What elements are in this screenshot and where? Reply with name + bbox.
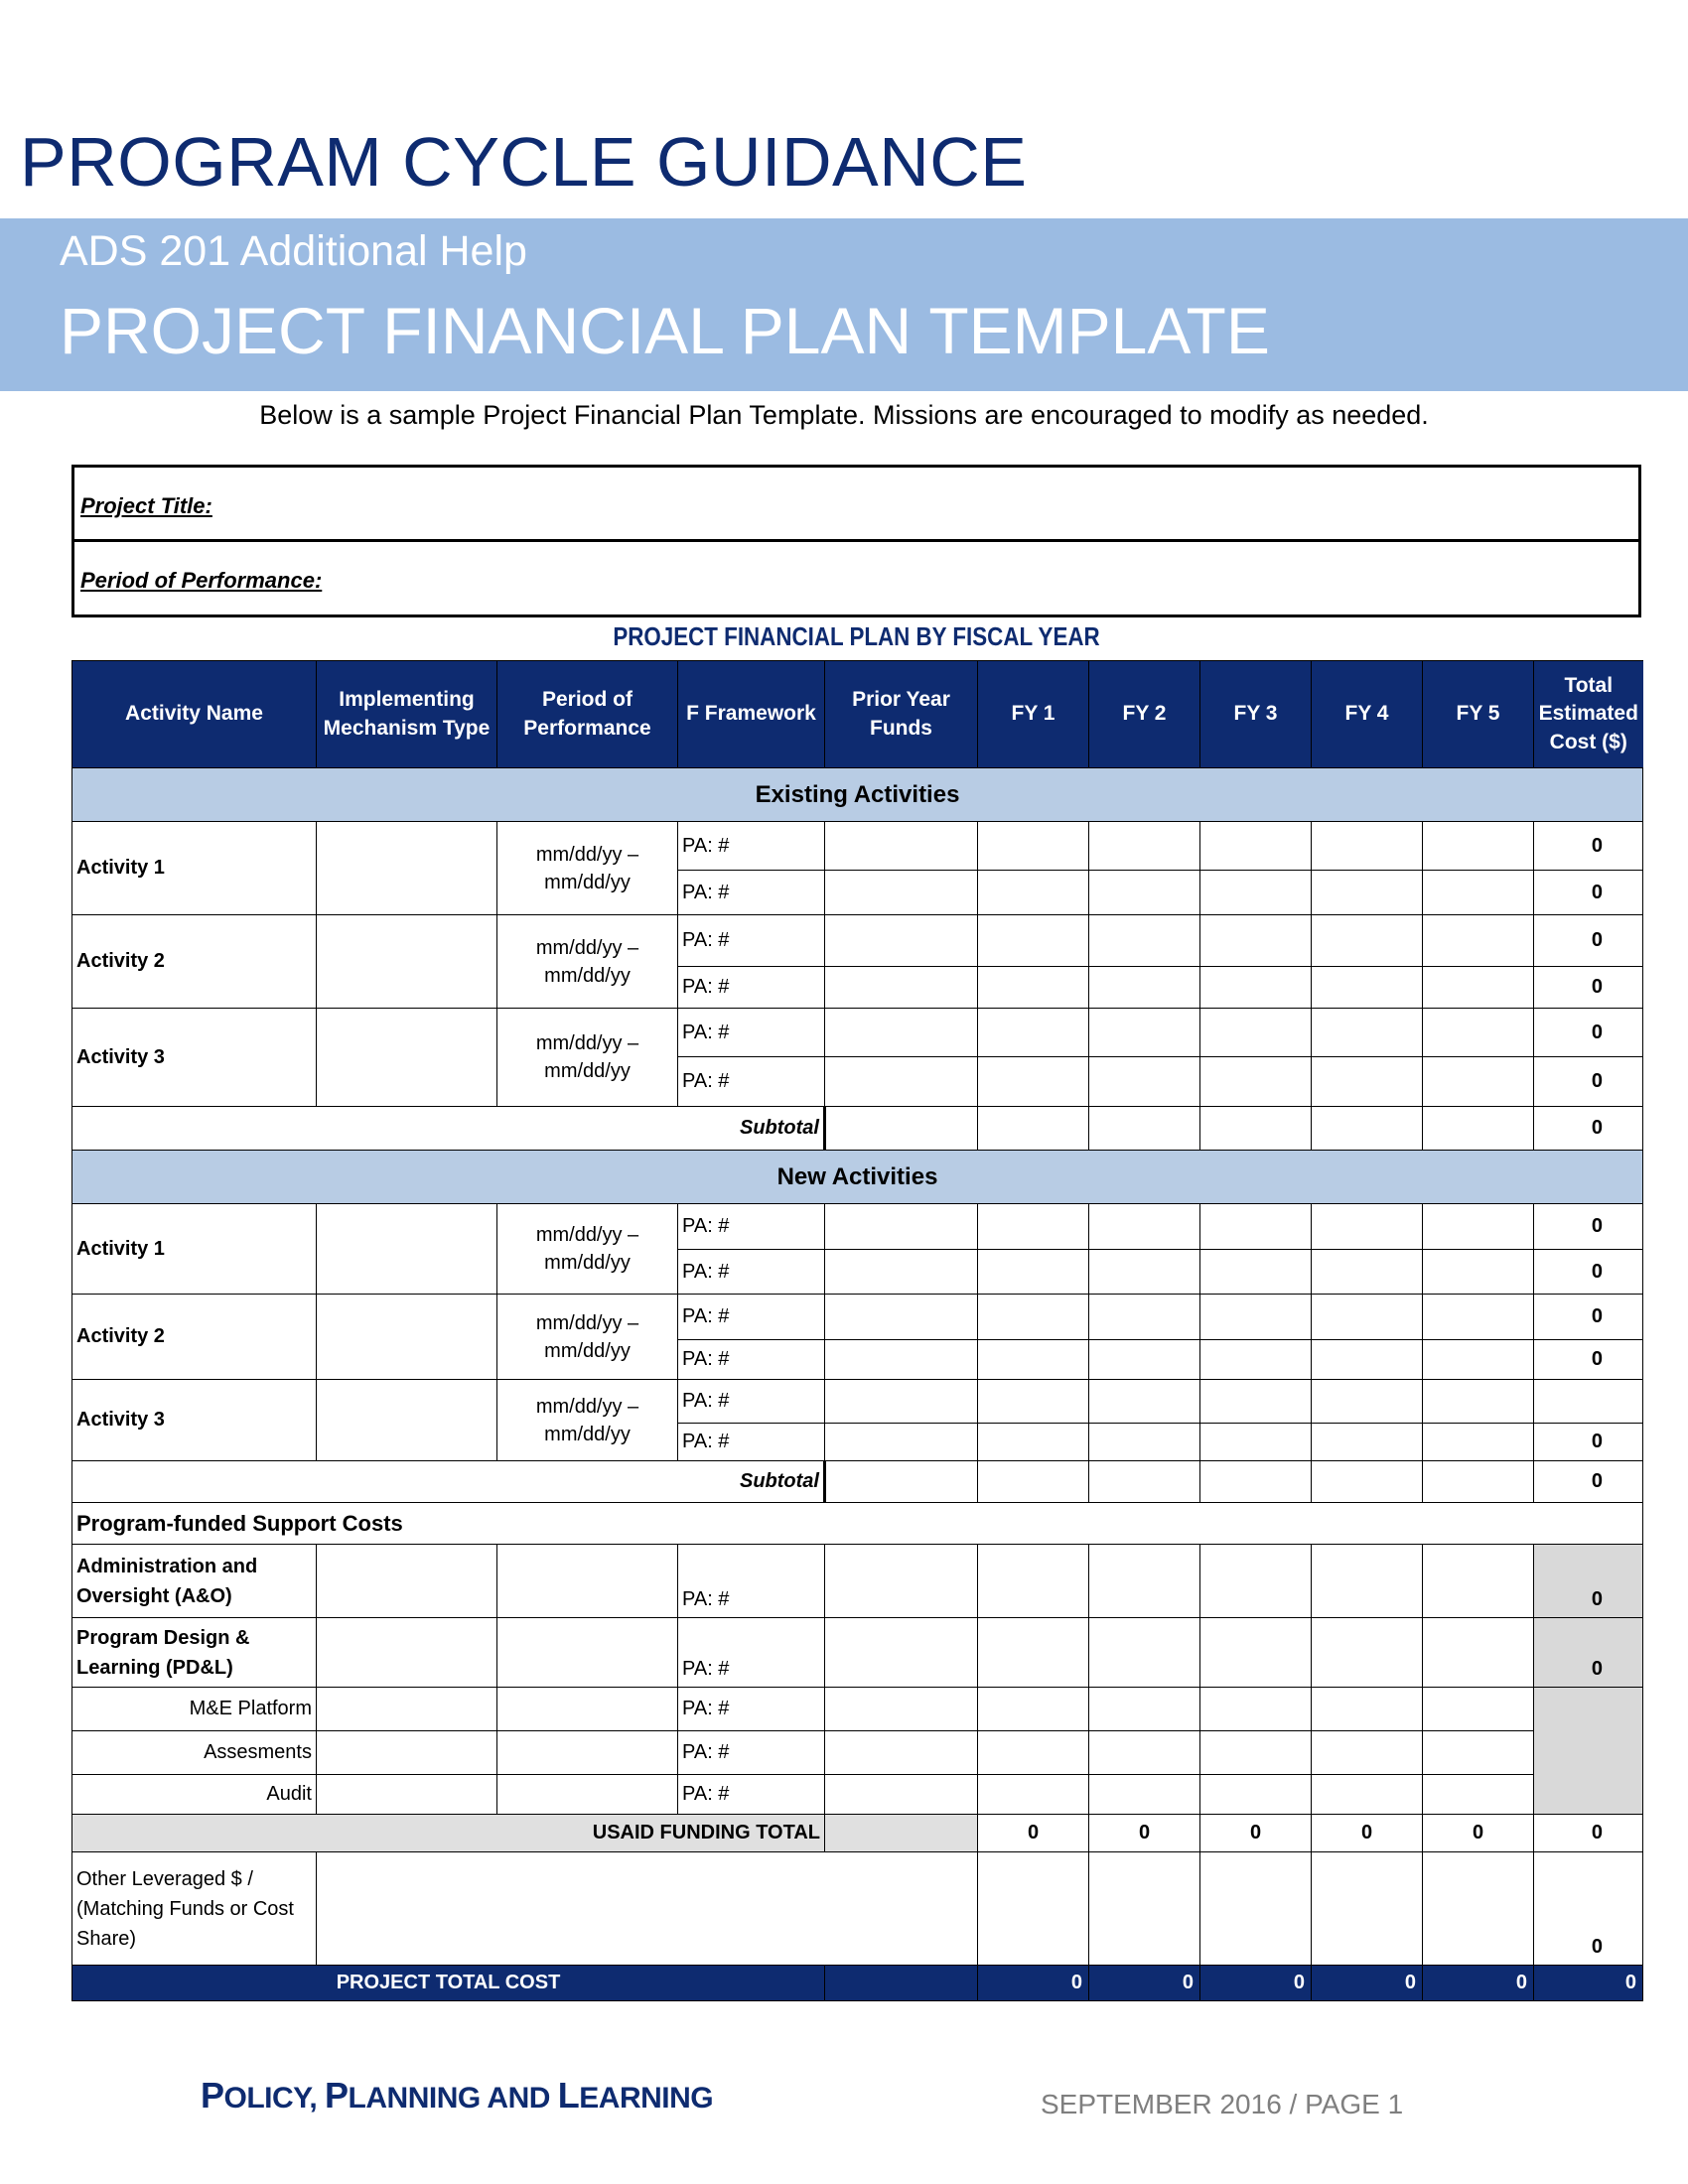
pa-cell[interactable]: PA: # bbox=[678, 1775, 825, 1815]
fy3-cell[interactable] bbox=[1200, 967, 1312, 1009]
prior-cell[interactable] bbox=[825, 1295, 978, 1340]
main-title: PROGRAM CYCLE GUIDANCE bbox=[20, 123, 1028, 201]
fy3-cell[interactable] bbox=[1200, 1009, 1312, 1057]
fy2-cell[interactable] bbox=[1089, 1009, 1200, 1057]
me-label: M&E Platform bbox=[72, 1688, 317, 1731]
period-cell[interactable] bbox=[497, 1775, 678, 1815]
fy1-total: 0 bbox=[978, 1966, 1089, 2001]
usaid-total-row bbox=[72, 1815, 1643, 1852]
fy2-cell[interactable] bbox=[1089, 1340, 1200, 1380]
activity-name: Activity 1 bbox=[72, 822, 317, 915]
ao-label: Administration and Oversight (A&O) bbox=[72, 1545, 317, 1618]
pa-cell[interactable]: PA: # bbox=[678, 1057, 825, 1107]
fy3-cell[interactable] bbox=[1200, 1250, 1312, 1295]
period-of-performance-label: Period of Performance: bbox=[80, 568, 323, 593]
support-heading: Program-funded Support Costs bbox=[72, 1503, 1643, 1545]
fy3-cell bbox=[1200, 1461, 1312, 1503]
fy1-cell[interactable] bbox=[978, 915, 1089, 967]
fy3-total: 0 bbox=[1200, 1966, 1312, 2001]
prior-cell[interactable] bbox=[825, 1775, 978, 1815]
pa-cell[interactable] bbox=[678, 1852, 825, 1966]
fy4-cell bbox=[1312, 1461, 1423, 1503]
banner-title: PROJECT FINANCIAL PLAN TEMPLATE bbox=[60, 294, 1270, 367]
col-mechanism-type: Implementing Mechanism Type bbox=[317, 661, 497, 768]
usaid-total-label: USAID FUNDING TOTAL bbox=[72, 1815, 825, 1852]
subtotal-value: 0 bbox=[1534, 1461, 1643, 1503]
fy1-cell[interactable] bbox=[978, 1340, 1089, 1380]
support-heading-row bbox=[72, 1503, 1643, 1545]
fy5-cell[interactable] bbox=[1423, 1731, 1534, 1775]
pa-cell[interactable]: PA: # bbox=[678, 967, 825, 1009]
table-row bbox=[72, 1775, 1643, 1815]
mechanism-cell[interactable] bbox=[317, 1380, 497, 1461]
fy2-cell[interactable] bbox=[1089, 1618, 1200, 1688]
pa-cell[interactable]: PA: # bbox=[678, 822, 825, 871]
prior-cell[interactable] bbox=[825, 1057, 978, 1107]
col-fy1: FY 1 bbox=[978, 661, 1089, 768]
mechanism-cell[interactable] bbox=[317, 1009, 497, 1107]
section-new bbox=[72, 1151, 1643, 1204]
prior-cell bbox=[825, 1966, 978, 2001]
fy1-cell[interactable] bbox=[978, 1424, 1089, 1461]
fy1-cell[interactable] bbox=[978, 822, 1089, 871]
header-row bbox=[72, 661, 1643, 768]
fy4-cell[interactable] bbox=[1312, 1688, 1423, 1731]
subtotal-value: 0 bbox=[1534, 1107, 1643, 1151]
fy4-cell bbox=[1312, 1107, 1423, 1151]
mechanism-cell[interactable] bbox=[317, 822, 497, 915]
fy1-cell[interactable] bbox=[978, 967, 1089, 1009]
prior-cell[interactable] bbox=[825, 1618, 978, 1688]
fy5-cell bbox=[1423, 1107, 1534, 1151]
fy1-cell[interactable] bbox=[978, 1852, 1089, 1966]
period-of-performance-box[interactable] bbox=[71, 539, 1641, 617]
section-existing-heading: Existing Activities bbox=[72, 768, 1643, 822]
fy5-cell[interactable] bbox=[1423, 1340, 1534, 1380]
fy4-cell[interactable] bbox=[1312, 1009, 1423, 1057]
mechanism-cell[interactable] bbox=[317, 1204, 497, 1295]
fy3-cell[interactable] bbox=[1200, 1057, 1312, 1107]
col-fy5: FY 5 bbox=[1423, 661, 1534, 768]
mechanism-cell[interactable] bbox=[317, 1688, 497, 1731]
fy1-cell[interactable] bbox=[978, 1009, 1089, 1057]
fy3-cell[interactable] bbox=[1200, 1688, 1312, 1731]
fy2-cell[interactable] bbox=[1089, 1775, 1200, 1815]
total-cell: 0 bbox=[1534, 1204, 1643, 1250]
fy4-cell[interactable] bbox=[1312, 1852, 1423, 1966]
fy1-cell[interactable] bbox=[978, 1775, 1089, 1815]
fy2-cell bbox=[1089, 1107, 1200, 1151]
fy4-cell[interactable] bbox=[1312, 1340, 1423, 1380]
fy4-cell[interactable] bbox=[1312, 1545, 1423, 1618]
total-cell: 0 bbox=[1534, 1057, 1643, 1107]
fy5-cell[interactable] bbox=[1423, 1380, 1534, 1424]
prior-cell[interactable] bbox=[825, 1688, 978, 1731]
fy4-cell[interactable] bbox=[1312, 1295, 1423, 1340]
total-cell bbox=[1534, 1688, 1643, 1815]
prior-cell[interactable] bbox=[825, 1852, 978, 1966]
fy1-cell[interactable] bbox=[978, 1057, 1089, 1107]
fy3-cell[interactable] bbox=[1200, 1775, 1312, 1815]
col-fy3: FY 3 bbox=[1200, 661, 1312, 768]
leveraged-row bbox=[72, 1852, 1643, 1966]
fy3-cell[interactable] bbox=[1200, 1852, 1312, 1966]
period-cell[interactable]: mm/dd/yy – mm/dd/yy bbox=[497, 1009, 678, 1107]
total-cell bbox=[1534, 1380, 1643, 1424]
subtotal-label: Subtotal bbox=[72, 1107, 825, 1151]
subtotal-label: Subtotal bbox=[72, 1461, 825, 1503]
fy4-total: 0 bbox=[1312, 1815, 1423, 1852]
mechanism-cell[interactable] bbox=[317, 1775, 497, 1815]
table-row bbox=[72, 1295, 1643, 1340]
fy1-total: 0 bbox=[978, 1815, 1089, 1852]
period-cell[interactable]: mm/dd/yy – mm/dd/yy bbox=[497, 822, 678, 915]
fy5-cell bbox=[1423, 1461, 1534, 1503]
mechanism-cell[interactable] bbox=[317, 1295, 497, 1380]
table-row bbox=[72, 1204, 1643, 1250]
fy3-cell[interactable] bbox=[1200, 1545, 1312, 1618]
pa-cell[interactable]: PA: # bbox=[678, 1250, 825, 1295]
subtotal-row bbox=[72, 1107, 1643, 1151]
fy5-cell[interactable] bbox=[1423, 822, 1534, 871]
period-cell[interactable]: mm/dd/yy – mm/dd/yy bbox=[497, 1295, 678, 1380]
fy3-cell[interactable] bbox=[1200, 1380, 1312, 1424]
pa-cell[interactable]: PA: # bbox=[678, 1731, 825, 1775]
project-title-box[interactable] bbox=[71, 465, 1641, 542]
pa-cell[interactable]: PA: # bbox=[678, 1688, 825, 1731]
total-cell: 0 bbox=[1534, 1295, 1643, 1340]
fy2-cell[interactable] bbox=[1089, 1545, 1200, 1618]
fy3-total: 0 bbox=[1200, 1815, 1312, 1852]
section-existing bbox=[72, 768, 1643, 822]
period-cell[interactable]: mm/dd/yy – mm/dd/yy bbox=[497, 1204, 678, 1295]
page-number: SEPTEMBER 2016 / PAGE 1 bbox=[1041, 2089, 1404, 2119]
activity-name: Activity 2 bbox=[72, 915, 317, 1009]
fy5-cell[interactable] bbox=[1423, 871, 1534, 915]
table-row bbox=[72, 1545, 1643, 1618]
fy4-cell[interactable] bbox=[1312, 1775, 1423, 1815]
period-cell[interactable] bbox=[497, 1618, 678, 1688]
project-total-label: PROJECT TOTAL COST bbox=[72, 1966, 825, 2001]
assess-label: Assesments bbox=[72, 1731, 317, 1775]
col-fy2: FY 2 bbox=[1089, 661, 1200, 768]
section-new-heading: New Activities bbox=[72, 1151, 1643, 1204]
project-total-row bbox=[72, 1966, 1643, 2001]
fy4-cell[interactable] bbox=[1312, 915, 1423, 967]
fy2-total: 0 bbox=[1089, 1815, 1200, 1852]
audit-label: Audit bbox=[72, 1775, 317, 1815]
fy1-cell bbox=[978, 1461, 1089, 1503]
pa-cell[interactable]: PA: # bbox=[678, 1009, 825, 1057]
prior-cell[interactable] bbox=[825, 871, 978, 915]
table-row bbox=[72, 1380, 1643, 1424]
fy1-cell[interactable] bbox=[978, 1380, 1089, 1424]
col-activity-name: Activity Name bbox=[72, 661, 317, 768]
fy1-cell bbox=[978, 1107, 1089, 1151]
period-cell[interactable] bbox=[497, 1852, 678, 1966]
fy4-cell[interactable] bbox=[1312, 967, 1423, 1009]
mechanism-cell[interactable] bbox=[317, 915, 497, 1009]
activity-name: Activity 1 bbox=[72, 1204, 317, 1295]
fy4-total: 0 bbox=[1312, 1966, 1423, 2001]
period-cell[interactable] bbox=[497, 1731, 678, 1775]
fy1-cell[interactable] bbox=[978, 871, 1089, 915]
fy3-cell[interactable] bbox=[1200, 1340, 1312, 1380]
total-cell: 0 bbox=[1534, 1852, 1643, 1966]
mechanism-cell[interactable] bbox=[317, 1852, 497, 1966]
fy5-cell[interactable] bbox=[1423, 1852, 1534, 1966]
fy2-cell[interactable] bbox=[1089, 1424, 1200, 1461]
fy2-cell[interactable] bbox=[1089, 1380, 1200, 1424]
prior-cell bbox=[825, 1107, 978, 1151]
fy5-cell[interactable] bbox=[1423, 1775, 1534, 1815]
ppl-logo: POLICY, PLANNING AND LEARNING bbox=[201, 2075, 714, 2116]
grand-total: 0 bbox=[1534, 1815, 1643, 1852]
col-total: Total Estimated Cost ($) bbox=[1534, 661, 1643, 768]
fy2-cell[interactable] bbox=[1089, 1731, 1200, 1775]
activity-name: Activity 3 bbox=[72, 1009, 317, 1107]
mechanism-cell[interactable] bbox=[317, 1731, 497, 1775]
fy2-cell bbox=[1089, 1461, 1200, 1503]
fy2-cell[interactable] bbox=[1089, 1057, 1200, 1107]
fy3-cell[interactable] bbox=[1200, 822, 1312, 871]
pa-cell[interactable]: PA: # bbox=[678, 1618, 825, 1688]
pa-cell[interactable]: PA: # bbox=[678, 1295, 825, 1340]
fy3-cell bbox=[1200, 1107, 1312, 1151]
prior-cell[interactable] bbox=[825, 1250, 978, 1295]
total-cell: 0 bbox=[1534, 1424, 1643, 1461]
fy1-cell[interactable] bbox=[978, 1688, 1089, 1731]
table-row bbox=[72, 1618, 1643, 1688]
fy4-cell[interactable] bbox=[1312, 871, 1423, 915]
fy5-cell[interactable] bbox=[1423, 1057, 1534, 1107]
fy2-cell[interactable] bbox=[1089, 1688, 1200, 1731]
project-title-label: Project Title: bbox=[80, 493, 212, 518]
fy5-cell[interactable] bbox=[1423, 1545, 1534, 1618]
fy5-total: 0 bbox=[1423, 1815, 1534, 1852]
prior-cell[interactable] bbox=[825, 1009, 978, 1057]
fy3-cell[interactable] bbox=[1200, 1295, 1312, 1340]
fy1-cell[interactable] bbox=[978, 1618, 1089, 1688]
fy3-cell[interactable] bbox=[1200, 871, 1312, 915]
fy4-cell[interactable] bbox=[1312, 1057, 1423, 1107]
col-prior-year: Prior Year Funds bbox=[825, 661, 978, 768]
period-cell[interactable]: mm/dd/yy – mm/dd/yy bbox=[497, 915, 678, 1009]
total-cell: 0 bbox=[1534, 822, 1643, 871]
period-cell[interactable] bbox=[497, 1688, 678, 1731]
fy2-cell[interactable] bbox=[1089, 967, 1200, 1009]
prior-cell[interactable] bbox=[825, 1204, 978, 1250]
fy2-cell[interactable] bbox=[1089, 871, 1200, 915]
col-period: Period of Performance bbox=[497, 661, 678, 768]
prior-cell[interactable] bbox=[825, 967, 978, 1009]
fy5-cell[interactable] bbox=[1423, 1250, 1534, 1295]
table-row bbox=[72, 915, 1643, 967]
fy5-cell[interactable] bbox=[1423, 1204, 1534, 1250]
plan-title: PROJECT FINANCIAL PLAN BY FISCAL YEAR bbox=[613, 621, 1100, 651]
total-cell: 0 bbox=[1534, 915, 1643, 967]
pa-cell[interactable]: PA: # bbox=[678, 1424, 825, 1461]
fy5-cell[interactable] bbox=[1423, 1009, 1534, 1057]
fy4-cell[interactable] bbox=[1312, 1618, 1423, 1688]
fy5-cell[interactable] bbox=[1423, 1295, 1534, 1340]
fy1-cell[interactable] bbox=[978, 1250, 1089, 1295]
fy2-cell[interactable] bbox=[1089, 915, 1200, 967]
mechanism-cell[interactable] bbox=[317, 1545, 497, 1618]
total-cell: 0 bbox=[1534, 1618, 1643, 1688]
fy4-cell[interactable] bbox=[1312, 1250, 1423, 1295]
fy4-cell[interactable] bbox=[1312, 1424, 1423, 1461]
subtotal-row bbox=[72, 1461, 1643, 1503]
fy2-cell[interactable] bbox=[1089, 1295, 1200, 1340]
total-cell: 0 bbox=[1534, 1545, 1643, 1618]
mechanism-cell[interactable] bbox=[317, 1618, 497, 1688]
fy4-cell[interactable] bbox=[1312, 822, 1423, 871]
period-cell[interactable]: mm/dd/yy – mm/dd/yy bbox=[497, 1380, 678, 1461]
grand-total: 0 bbox=[1534, 1966, 1643, 2001]
fy1-cell[interactable] bbox=[978, 1295, 1089, 1340]
fy3-cell[interactable] bbox=[1200, 1731, 1312, 1775]
table-row bbox=[72, 822, 1643, 871]
fy3-cell[interactable] bbox=[1200, 1618, 1312, 1688]
activity-name: Activity 3 bbox=[72, 1380, 317, 1461]
prior-cell[interactable] bbox=[825, 1731, 978, 1775]
fy5-cell[interactable] bbox=[1423, 1618, 1534, 1688]
prior-cell[interactable] bbox=[825, 822, 978, 871]
fy2-cell[interactable] bbox=[1089, 822, 1200, 871]
pa-cell[interactable]: PA: # bbox=[678, 1545, 825, 1618]
table-row bbox=[72, 1009, 1643, 1057]
prior-cell[interactable] bbox=[825, 1340, 978, 1380]
period-cell[interactable] bbox=[497, 1545, 678, 1618]
activity-name: Activity 2 bbox=[72, 1295, 317, 1380]
total-cell: 0 bbox=[1534, 967, 1643, 1009]
prior-cell[interactable] bbox=[825, 1545, 978, 1618]
fy3-cell[interactable] bbox=[1200, 1424, 1312, 1461]
fy4-cell[interactable] bbox=[1312, 1204, 1423, 1250]
fy2-cell[interactable] bbox=[1089, 1852, 1200, 1966]
pdl-label: Program Design & Learning (PD&L) bbox=[72, 1618, 317, 1688]
fy3-cell[interactable] bbox=[1200, 915, 1312, 967]
prior-cell bbox=[825, 1815, 978, 1852]
fy1-cell[interactable] bbox=[978, 1545, 1089, 1618]
pa-cell[interactable]: PA: # bbox=[678, 1340, 825, 1380]
fy4-cell[interactable] bbox=[1312, 1380, 1423, 1424]
prior-cell[interactable] bbox=[825, 915, 978, 967]
col-framework: F Framework bbox=[678, 661, 825, 768]
banner-subtitle: ADS 201 Additional Help bbox=[60, 227, 527, 275]
fy5-cell[interactable] bbox=[1423, 967, 1534, 1009]
leveraged-label: Other Leveraged $ / (Matching Funds or Cost Share) bbox=[72, 1852, 317, 1966]
fy5-cell[interactable] bbox=[1423, 1424, 1534, 1461]
total-cell: 0 bbox=[1534, 1340, 1643, 1380]
col-fy4: FY 4 bbox=[1312, 661, 1423, 768]
pa-cell[interactable]: PA: # bbox=[678, 871, 825, 915]
intro-text: Below is a sample Project Financial Plan Template. Missions are encouraged to modify as needed. bbox=[259, 400, 1429, 430]
prior-cell bbox=[825, 1461, 978, 1503]
financial-plan-table bbox=[71, 660, 1643, 2001]
table-row bbox=[72, 1688, 1643, 1731]
fy5-cell[interactable] bbox=[1423, 915, 1534, 967]
table-row bbox=[72, 1731, 1643, 1775]
total-cell: 0 bbox=[1534, 871, 1643, 915]
prior-cell[interactable] bbox=[825, 1424, 978, 1461]
fy4-cell[interactable] bbox=[1312, 1731, 1423, 1775]
prior-cell[interactable] bbox=[825, 1380, 978, 1424]
fy1-cell[interactable] bbox=[978, 1204, 1089, 1250]
fy5-cell[interactable] bbox=[1423, 1688, 1534, 1731]
fy1-cell[interactable] bbox=[978, 1731, 1089, 1775]
pa-cell[interactable]: PA: # bbox=[678, 915, 825, 967]
fy3-cell[interactable] bbox=[1200, 1204, 1312, 1250]
total-cell: 0 bbox=[1534, 1250, 1643, 1295]
pa-cell[interactable]: PA: # bbox=[678, 1204, 825, 1250]
total-cell: 0 bbox=[1534, 1009, 1643, 1057]
fy2-total: 0 bbox=[1089, 1966, 1200, 2001]
pa-cell[interactable]: PA: # bbox=[678, 1380, 825, 1424]
fy5-total: 0 bbox=[1423, 1966, 1534, 2001]
fy2-cell[interactable] bbox=[1089, 1204, 1200, 1250]
fy2-cell[interactable] bbox=[1089, 1250, 1200, 1295]
